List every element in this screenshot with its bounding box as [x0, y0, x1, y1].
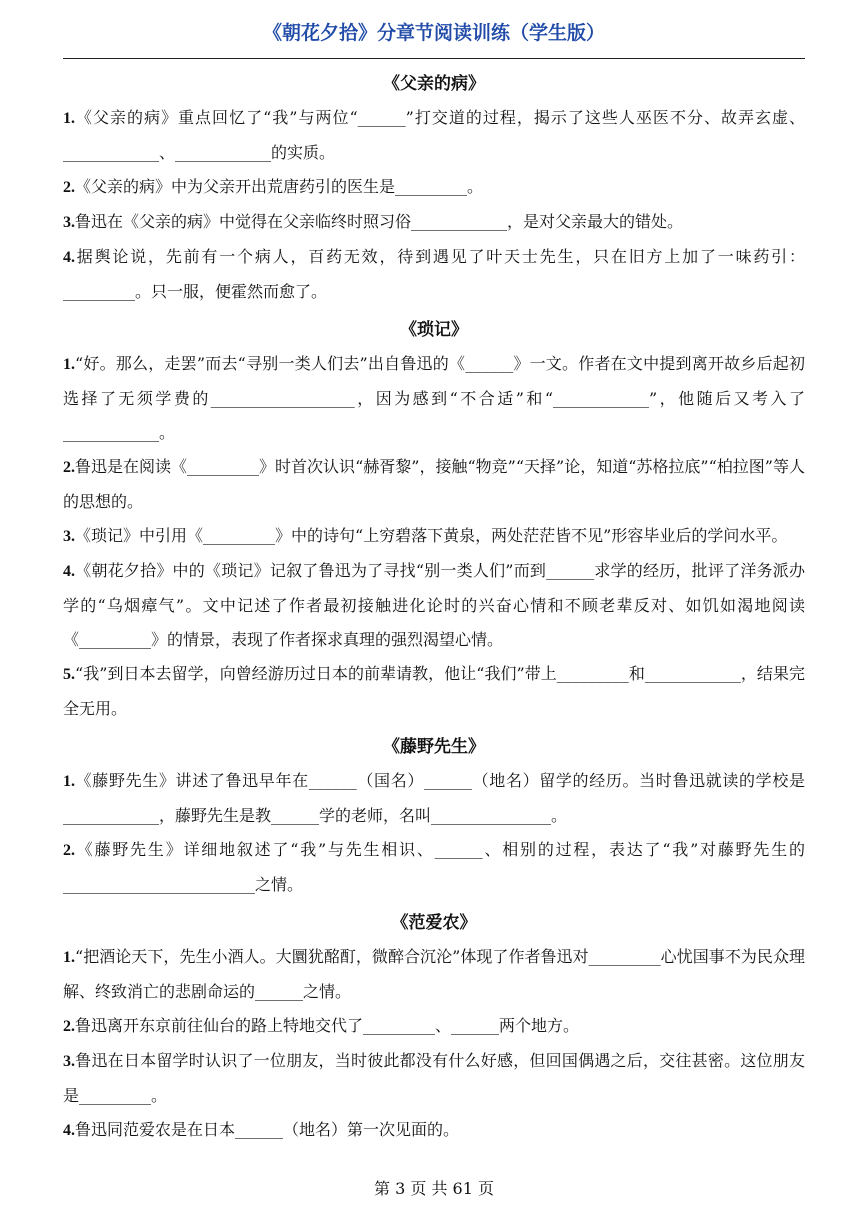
question-item — [63, 1044, 805, 1113]
question-number: 3. — [63, 528, 75, 545]
question-text: 据舆论说，先前有一个病人，百药无效，待到遇见了叶天士先生，只在旧方上加了一味药引：_________。只一服，便霍然而愈了。 — [63, 247, 805, 301]
question-item — [63, 657, 805, 726]
question-item — [63, 519, 805, 554]
section-title-fan-ainong: 《范爱农》 — [391, 913, 477, 933]
question-text: 鲁迅在日本留学时认识了一位朋友，当时彼此都没有什么好感，但回国偶遇之后，交往甚密。这位朋友是_________。 — [63, 1051, 805, 1105]
question-number: 4. — [63, 1122, 75, 1139]
question-text: 鲁迅离开东京前往仙台的路上特地交代了_________、______两个地方。 — [75, 1016, 580, 1035]
question-item — [63, 764, 805, 833]
question-item — [63, 1009, 805, 1044]
worksheet-content — [63, 63, 805, 1148]
question-number: 4. — [63, 249, 75, 266]
question-number: 3. — [63, 1053, 75, 1070]
question-item — [63, 554, 805, 657]
question-text: 鲁迅在《父亲的病》中觉得在父亲临终时照习俗____________，是对父亲最大的错处。 — [75, 212, 684, 231]
question-number: 1. — [63, 110, 75, 127]
question-text: “我”到日本去留学，向曾经游历过日本的前辈请教，他让“我们”带上_________和____________，结果完全无用。 — [63, 664, 805, 718]
question-item — [63, 170, 805, 205]
question-item — [63, 450, 805, 519]
page-number-footer: 第 3 页 共 61 页 — [374, 1179, 494, 1198]
question-number: 5. — [63, 666, 75, 683]
question-text: 鲁迅同范爱农是在日本______（地名）第一次见面的。 — [75, 1120, 460, 1139]
question-item — [63, 205, 805, 240]
question-number: 2. — [63, 1018, 75, 1035]
question-text: 《藤野先生》讲述了鲁迅早年在______（国名）______（地名）留学的经历。当时鲁迅就读的学校是____________，藤野先生是教______学的老师，名叫_______________。 — [63, 771, 805, 825]
question-number: 2. — [63, 179, 75, 196]
question-text: “好。那么，走罢”而去“寻别一类人们去”出自鲁迅的《______》一文。作者在文中提到离开故乡后起初选择了无须学费的__________________，因为感到“不合适”和“____________”，他随后又考入了____________。 — [63, 354, 805, 442]
question-number: 3. — [63, 214, 75, 231]
question-item — [63, 833, 805, 902]
question-number: 4. — [63, 563, 75, 580]
question-item — [63, 347, 805, 450]
question-text: 《父亲的病》重点回忆了“我”与两位“______”打交道的过程，揭示了这些人巫医不分、故弄玄虚、____________、____________的实质。 — [63, 108, 805, 162]
document-header: 《朝花夕拾》分章节阅读训练（学生版） — [262, 22, 605, 44]
question-number: 2. — [63, 842, 75, 859]
question-item — [63, 101, 805, 170]
question-text: 《父亲的病》中为父亲开出荒唐药引的医生是_________。 — [75, 177, 484, 196]
question-text: 《朝花夕拾》中的《琐记》记叙了鲁迅为了寻找“别一类人们”而到______求学的经历，批评了洋务派办学的“乌烟瘴气”。文中记述了作者最初接触进化论时的兴奋心情和不顾老辈反对、如饥如渴地阅读《_________》的情景，表现了作者探求真理的强烈渴望心情。 — [63, 561, 805, 649]
question-number: 1. — [63, 773, 75, 790]
section-title-tengye-xiansheng: 《藤野先生》 — [383, 737, 485, 757]
question-text: “把酒论天下，先生小酒人。大圜犹酩酊，微醉合沉沦”体现了作者鲁迅对_________心忧国事不为民众理解、终致消亡的悲剧命运的______之情。 — [63, 947, 805, 1001]
question-text: 《藤野先生》详细地叙述了“我”与先生相识、______、相别的过程，表达了“我”对藤野先生的________________________之情。 — [63, 840, 805, 894]
question-number: 1. — [63, 949, 75, 966]
section-title-suoji: 《琐记》 — [400, 320, 468, 340]
question-text: 鲁迅是在阅读《_________》时首次认识“赫胥黎”，接触“物竞”“天择”论，知道“苏格拉底”“柏拉图”等人的思想的。 — [63, 457, 805, 511]
question-item — [63, 1113, 805, 1148]
question-item — [63, 940, 805, 1009]
question-item — [63, 240, 805, 309]
section-title-fuqin-de-bing: 《父亲的病》 — [383, 74, 485, 94]
question-text: 《琐记》中引用《_________》中的诗句“上穷碧落下黄泉，两处茫茫皆不见”形容毕业后的学问水平。 — [75, 526, 788, 545]
header-divider — [63, 58, 805, 59]
question-number: 2. — [63, 459, 75, 476]
question-number: 1. — [63, 356, 75, 373]
